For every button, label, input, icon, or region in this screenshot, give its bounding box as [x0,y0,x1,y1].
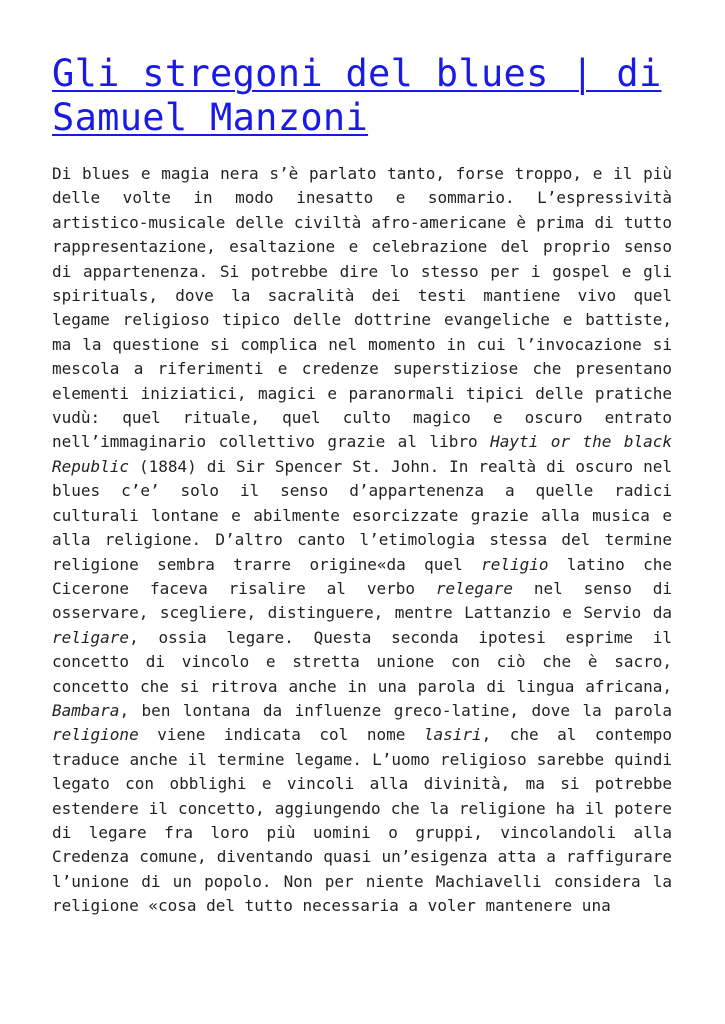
body-text-segment: Di blues e magia nera s’è parlato tanto, forse troppo, e il più delle volte in modo inesatto e sommario. L’espressività artistico-musicale delle civiltà afro-americane è prima di tutto rappresentazione, esaltazione e celebrazione del proprio senso di appartenenza. Si potrebbe dire lo stesso per i gospel e gli spirituals, dove la sacralità dei testi mantiene vivo quel legame religioso tipico delle dottrine evangeliche e battiste, ma la questione si complica nel momento in cui l’invocazione si mescola a riferimenti e credenze superstiziose che presentano elementi iniziatici, magici e paranormali tipici delle pratiche vudù: quel rituale, quel culto magico e oscuro entrato nell’immaginario collettivo grazie al libro [52,164,672,452]
body-text-segment: latino che Cicerone faceva risalire al verbo [52,554,673,598]
body-text-segment: , ben lontana da influenze greco-latine, dove la parola [119,700,672,720]
italic-term: religione [52,725,139,745]
body-text-segment: (1884) di Sir Spencer St. John. In realtà di oscuro nel blues c’e’ solo il senso d’appartenenza a quelle radici culturali lontane e abilmente esorcizzate grazie alla musica e alla religione. D’altro canto l’etimologia stessa del termine religione sembra trarre origine«da quel [52,456,672,574]
book-title: Hayti or the black Republic [52,432,673,476]
italic-term: relegare [435,578,513,598]
italic-term: lasiri [423,725,482,745]
italic-term: religare [52,627,130,647]
body-text-segment: , ossia legare. Questa seconda ipotesi esprime il concetto di vincolo e stretta unione con ciò che è sacro, concetto che si ritrova anche in una parola di lingua africana, [52,627,672,696]
italic-term: Bambara [52,700,120,720]
article-title-link[interactable]: Gli stregoni del blues | di Samuel Manzoni [52,52,662,139]
body-text-segment: nel senso di osservare, scegliere, distinguere, mentre Lattanzio e Servio da [52,578,672,623]
body-text-segment: , che al contempo traduce anche il termine legame. L’uomo religioso sarebbe quindi legato con obblighi e vincoli alla divinità, ma si potrebbe estendere il concetto, aggiungendo che la religione ha il potere di legare fra loro più uomini o gruppi, vincolandoli alla Credenza comune, diventando quasi un’esigenza atta a raffigurare l’unione di un popolo. Non per niente Machiavelli considera la religione «cosa del tutto necessaria a voler mantenere una [52,725,672,916]
article-body [52,162,672,919]
italic-term: religio [481,554,549,574]
article-title [52,52,672,140]
body-text-segment: viene indicata col nome [138,725,424,745]
article [52,52,672,919]
